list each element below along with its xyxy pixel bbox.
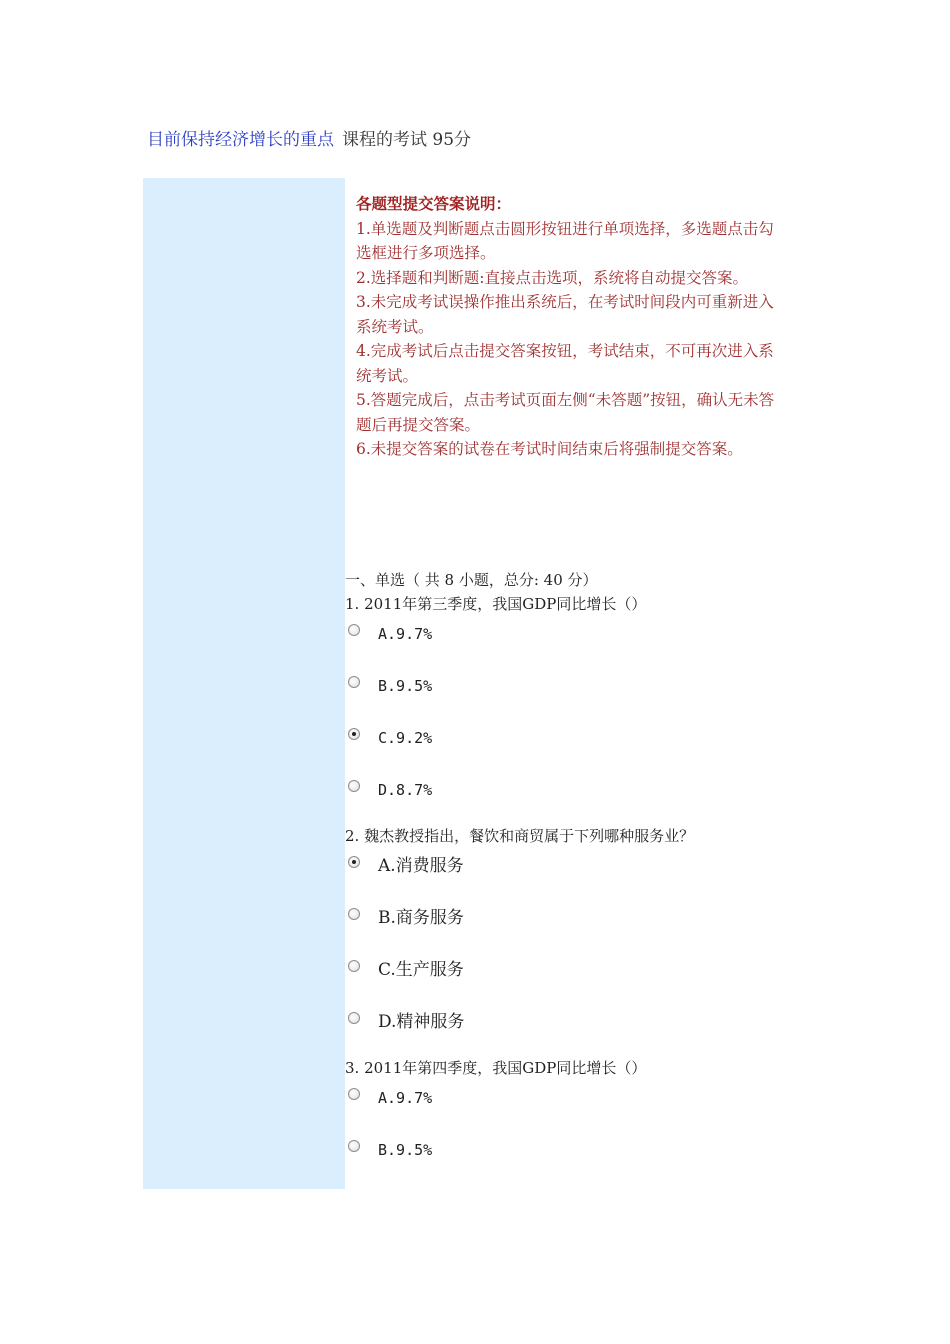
option-label: B.9.5% xyxy=(378,677,433,695)
radio-button[interactable] xyxy=(348,780,360,792)
instruction-item: 2.选择题和判断题:直接点击选项，系统将自动提交答案。 xyxy=(356,268,749,287)
section-title: 一、单选（ 共 8 小题，总分: 40 分） xyxy=(345,571,598,589)
option-label: D.8.7% xyxy=(378,781,433,799)
option-label: C.9.2% xyxy=(378,729,433,747)
instructions-title: 各题型提交答案说明： xyxy=(356,194,512,213)
option-label: C.生产服务 xyxy=(378,960,464,980)
instruction-item: 6.未提交答案的试卷在考试时间结束后将强制提交答案。 xyxy=(356,440,743,458)
option-d[interactable] xyxy=(345,772,805,824)
option-b[interactable] xyxy=(345,668,805,720)
question-3 xyxy=(345,1056,805,1184)
question-text: 3. 2011年第四季度，我国GDP同比增长（） xyxy=(345,1059,647,1077)
course-name-link[interactable]: 目前保持经济增长的重点 xyxy=(147,130,334,150)
radio-button[interactable] xyxy=(348,908,360,920)
option-d[interactable] xyxy=(345,1004,805,1056)
instruction-item: 4.完成考试后点击提交答案按钮，考试结束，不可再次进入系统考试。 xyxy=(356,342,774,385)
exam-body xyxy=(345,568,805,1184)
exam-header xyxy=(147,128,471,152)
option-c[interactable] xyxy=(345,952,805,1004)
option-b[interactable] xyxy=(345,1132,805,1184)
option-c[interactable] xyxy=(345,720,805,772)
question-2 xyxy=(345,824,805,1056)
instruction-item: 1.单选题及判断题点击圆形按钮进行单项选择，多选题点击勾选框进行多项选择。 xyxy=(356,219,774,262)
instruction-item: 3.未完成考试误操作推出系统后，在考试时间段内可重新进入系统考试。 xyxy=(356,293,774,336)
option-a[interactable] xyxy=(345,616,805,668)
radio-button[interactable] xyxy=(348,1088,360,1100)
radio-button[interactable] xyxy=(348,1012,360,1024)
radio-button-selected[interactable] xyxy=(348,728,360,740)
option-label: B.商务服务 xyxy=(378,908,464,928)
option-label: A.消费服务 xyxy=(378,856,464,876)
option-a[interactable] xyxy=(345,1080,805,1132)
exam-score-text: 课程的考试 95分 xyxy=(342,130,472,150)
option-label: A.9.7% xyxy=(378,1089,433,1107)
option-label: D.精神服务 xyxy=(378,1012,465,1032)
question-text: 2. 魏杰教授指出，餐饮和商贸属于下列哪种服务业？ xyxy=(345,827,695,845)
option-b[interactable] xyxy=(345,900,805,952)
option-label: A.9.7% xyxy=(378,625,433,643)
radio-button[interactable] xyxy=(348,1140,360,1152)
question-text: 1. 2011年第三季度，我国GDP同比增长（） xyxy=(345,595,647,613)
question-1 xyxy=(345,592,805,824)
radio-button[interactable] xyxy=(348,624,360,636)
radio-button[interactable] xyxy=(348,676,360,688)
instruction-item: 5.答题完成后，点击考试页面左侧“未答题”按钮，确认无未答题后再提交答案。 xyxy=(356,391,775,434)
option-label: B.9.5% xyxy=(378,1141,433,1159)
instructions-panel xyxy=(356,192,788,462)
left-sidebar xyxy=(143,178,345,1189)
option-a[interactable] xyxy=(345,848,805,900)
radio-button-selected[interactable] xyxy=(348,856,360,868)
radio-button[interactable] xyxy=(348,960,360,972)
